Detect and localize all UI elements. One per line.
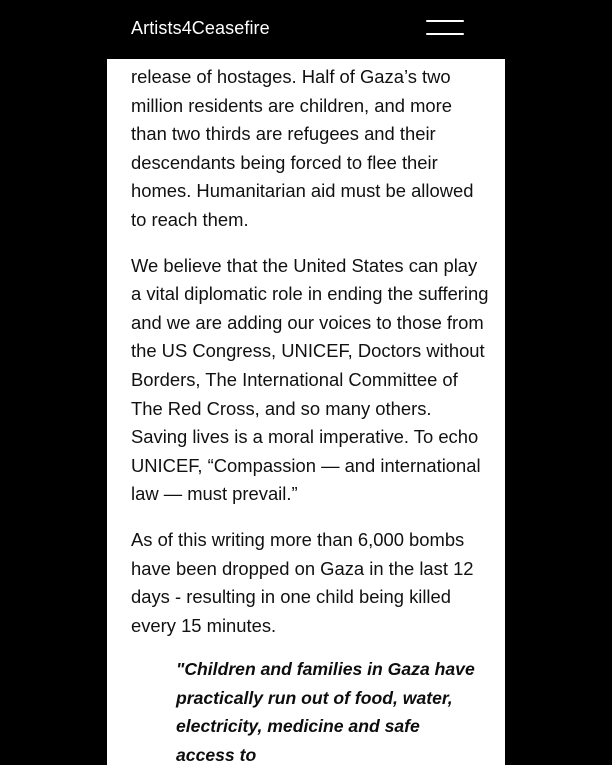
paragraph-united-states-role: We believe that the United States can play a vital diplomatic role in ending the suffering and we are adding our voices to those from the US Congress, UNICEF, Doctors without Borders, The International Committee of The Red Cross, and so many others. Saving lives is a moral imperative. To echo UNICEF, “Compassion — and international law — must prevail.” (131, 254, 489, 505)
brand-logo-link[interactable]: Artists4Ceasefire (131, 18, 270, 38)
pull-quote: "Children and families in Gaza have practically run out of food, water, electricity, medicine and safe access to (176, 659, 475, 765)
top-navigation-bar (0, 0, 612, 58)
hamburger-menu-icon[interactable] (426, 20, 464, 36)
article-content-panel[interactable] (107, 59, 505, 765)
paragraph-bombs-statistic: As of this writing more than 6,000 bombs have been dropped on Gaza in the last 12 days - resulting in one child being killed every 15 minutes. (131, 528, 474, 636)
paragraph-hostages-children: release of hostages. Half of Gaza’s two million residents are children, and more than two thirds are refugees and their descendants being forced to flee their homes. Humanitarian aid must be allowed to reach them. (131, 66, 474, 230)
article-body (131, 63, 491, 765)
menu-line-top (426, 20, 464, 22)
menu-line-bottom (426, 33, 464, 35)
